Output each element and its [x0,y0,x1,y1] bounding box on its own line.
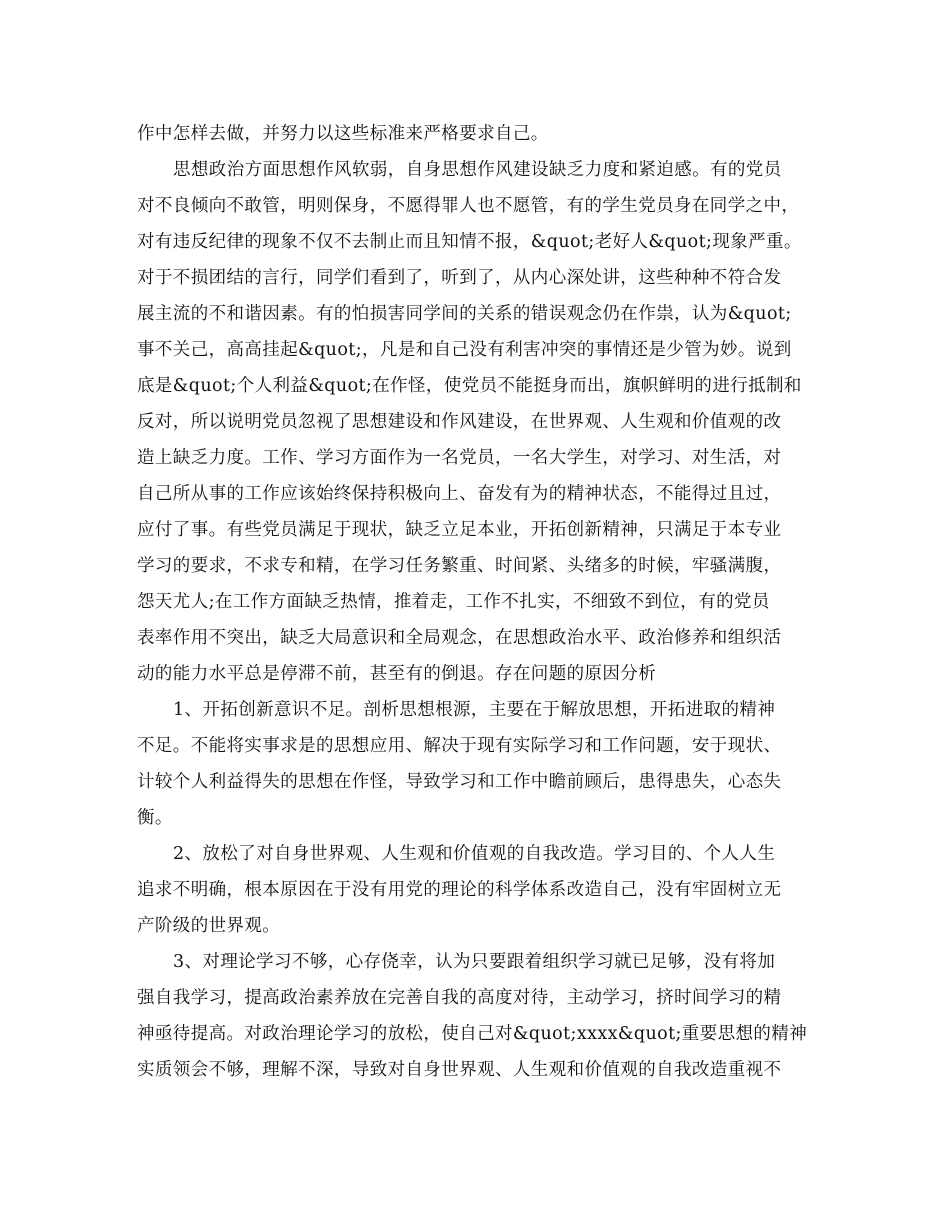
text-line: 不足。不能将实事求是的思想应用、解决于现有实际学习和工作问题，安于现状、 [137,736,782,756]
text-line: 怨天尤人;在工作方面缺乏热情，推着走，工作不扎实，不细致不到位，有的党员 [137,592,770,612]
paragraph-first-line: 3、对理论学习不够，心存侥幸，认为只要跟着组织学习就已足够，没有将加 [173,952,776,972]
text-line: 学习的要求，不求专和精，在学习任务繁重、时间紧、头绪多的时候，牢骚满腹， [137,556,782,576]
text-line: 自己所从事的工作应该始终保持积极向上、奋发有为的精神状态，不能得过且过， [137,484,782,504]
text-line: 强自我学习，提高政治素养放在完善自我的高度对待，主动学习，挤时间学习的精 [137,988,782,1008]
text-line: 事不关己，高高挂起&quot;，凡是和自己没有利害冲突的事情还是少管为妙。说到 [137,340,792,360]
text-line: 动的能力水平总是停滞不前，甚至有的倒退。存在问题的原因分析 [137,664,657,684]
paragraph-first-line: 思想政治方面思想作风软弱，自身思想作风建设缺乏力度和紧迫感。有的党员 [173,160,782,180]
text-line: 对不良倾向不敢管，明则保身，不愿得罪人也不愿管，有的学生党员身在同学之中， [137,196,800,216]
text-line: 对有违反纪律的现象不仅不去制止而且知情不报，&quot;老好人&quot;现象严重。 [137,232,802,252]
text-line: 神亟待提高。对政治理论学习的放松，使自己对&quot;xxxx&quot;重要思想的精神 [137,1024,808,1044]
text-line: 应付了事。有些党员满足于现状，缺乏立足本业，开拓创新精神，只满足于本专业 [137,520,782,540]
paragraph-first-line: 2、放松了对自身世界观、人生观和价值观的自我改造。学习目的、个人人生 [173,844,776,864]
text-line: 追求不明确，根本原因在于没有用党的理论的科学体系改造自己，没有牢固树立无 [137,880,782,900]
text-line: 对于不损团结的言行，同学们看到了，听到了，从内心深处讲，这些种种不符合发 [137,268,782,288]
text-line: 底是&quot;个人利益&quot;在作怪，使党员不能挺身而出，旗帜鲜明的进行抵制和 [137,376,802,396]
text-line: 作中怎样去做，并努力以这些标准来严格要求自己。 [137,124,549,144]
text-line: 表率作用不突出，缺乏大局意识和全局观念，在思想政治水平、政治修养和组织活 [137,628,782,648]
text-line: 实质领会不够，理解不深，导致对自身世界观、人生观和价值观的自我改造重视不 [137,1060,782,1080]
text-line: 造上缺乏力度。工作、学习方面作为一名党员，一名大学生，对学习、对生活，对 [137,448,782,468]
paragraph-first-line: 1、开拓创新意识不足。剖析思想根源，主要在于解放思想，开拓进取的精神 [173,700,776,720]
document-body [137,116,827,1088]
text-line: 展主流的不和谐因素。有的怕损害同学间的关系的错误观念仍在作祟，认为&quot; [137,304,792,324]
text-line: 反对，所以说明党员忽视了思想建设和作风建设，在世界观、人生观和价值观的改 [137,412,782,432]
text-line: 衡。 [137,808,173,828]
text-line: 计较个人利益得失的思想在作怪，导致学习和工作中瞻前顾后，患得患失，心态失 [137,772,782,792]
text-line: 产阶级的世界观。 [137,916,281,936]
